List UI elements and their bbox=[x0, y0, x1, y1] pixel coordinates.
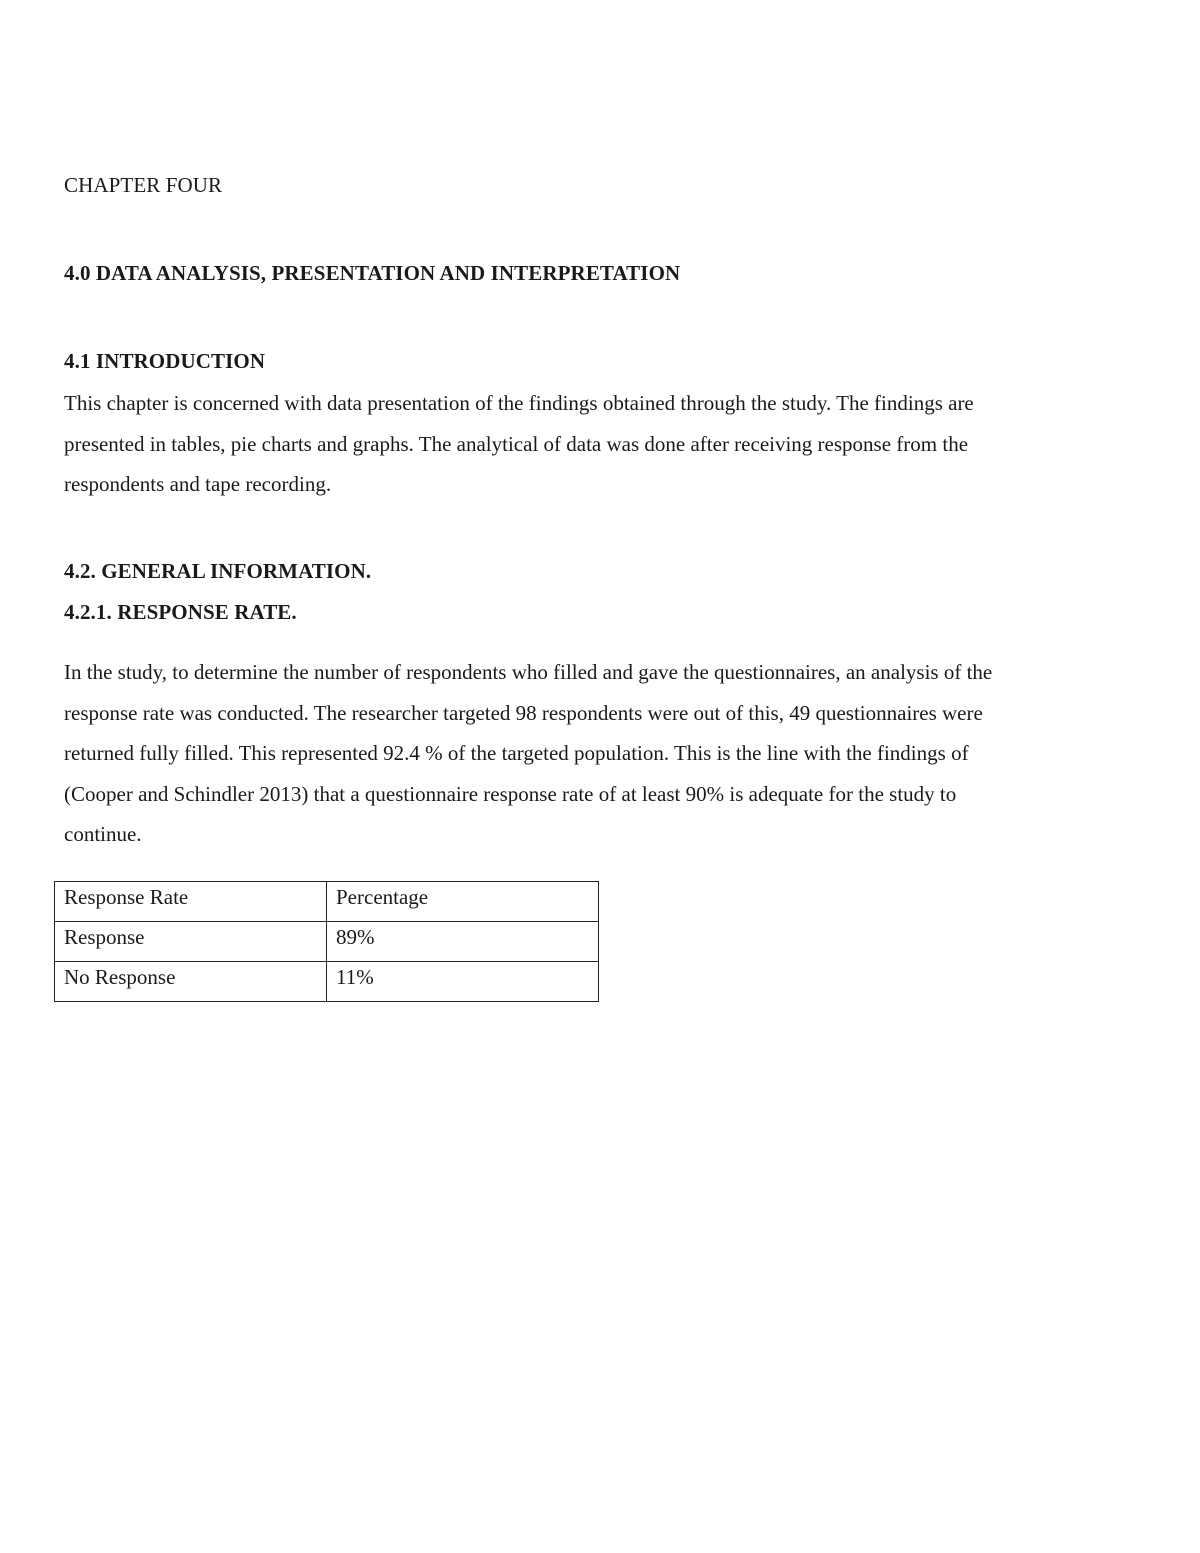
response-line: response rate was conducted. The researcher targeted 98 respondents were out of this, 49 questionnaires were bbox=[64, 700, 983, 725]
response-rate-paragraph bbox=[64, 652, 1124, 855]
response-rate-heading: 4.2.1. RESPONSE RATE. bbox=[64, 600, 297, 624]
table-cell: 11% bbox=[327, 962, 599, 1002]
response-line: continue. bbox=[64, 822, 142, 846]
response-line: returned fully filled. This represented 92.4 % of the targeted population. This is the line with the findings of bbox=[64, 741, 969, 765]
intro-line: This chapter is concerned with data presentation of the findings obtained through the study. The findings are bbox=[64, 391, 974, 415]
table-row bbox=[55, 922, 599, 962]
table-cell: No Response bbox=[55, 962, 327, 1002]
section-title: 4.0 DATA ANALYSIS, PRESENTATION AND INTERPRETATION bbox=[64, 261, 681, 285]
intro-line: respondents and tape recording. bbox=[64, 472, 332, 496]
table-header-cell: Percentage bbox=[327, 882, 599, 922]
response-rate-table bbox=[54, 881, 599, 1002]
table-cell: Response bbox=[55, 922, 327, 962]
chapter-title: CHAPTER FOUR bbox=[64, 173, 223, 197]
table-row bbox=[55, 962, 599, 1002]
response-line: In the study, to determine the number of respondents who filled and gave the questionnaires, an analysis of the bbox=[64, 660, 993, 684]
table-cell: 89% bbox=[327, 922, 599, 962]
response-line: (Cooper and Schindler 2013) that a questionnaire response rate of at least 90% is adequate for the study to bbox=[64, 781, 957, 806]
intro-line: presented in tables, pie charts and graphs. The analytical of data was done after receiving response from the bbox=[64, 431, 969, 456]
table-header-row bbox=[55, 882, 599, 922]
general-info-heading: 4.2. GENERAL INFORMATION. bbox=[64, 559, 372, 583]
intro-heading: 4.1 INTRODUCTION bbox=[64, 349, 266, 373]
intro-paragraph bbox=[64, 383, 1124, 505]
table-header-cell: Response Rate bbox=[55, 882, 327, 922]
